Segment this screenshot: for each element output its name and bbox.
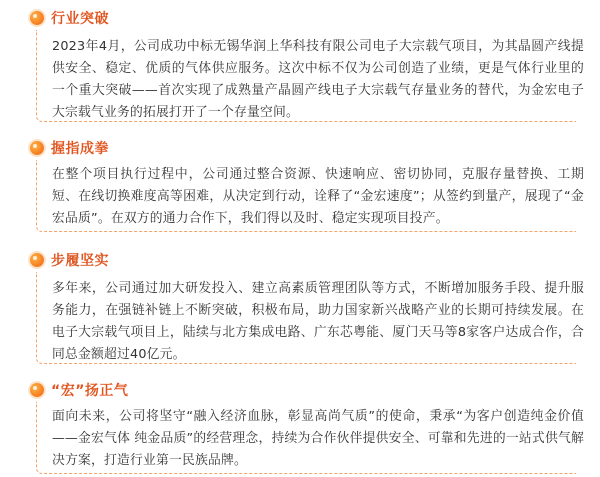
orange-dot-icon <box>30 383 44 397</box>
section-title: 步履坚实 <box>51 253 109 269</box>
orange-dot-icon <box>30 141 44 155</box>
section-body: 多年来，公司通过加大研发投入、建立高素质管理团队等方式，不断增加服务手段、提升服务能力，在强链补链上不断突破，积极布局，助力国家新兴战略产业的长期可持续发展。在电子大宗载气项目上，陆续与北方集成电路、广东芯粤能、厦门天马等8家客户达成合作，合同总金额超过40亿元。 <box>52 281 584 362</box>
section-title: 握指成拳 <box>51 141 109 157</box>
section-title: “宏”扬正气 <box>51 383 129 399</box>
section-steady-steps <box>0 248 600 370</box>
section-heading <box>30 136 109 160</box>
orange-dot-icon <box>30 253 44 267</box>
section-heading <box>30 378 128 402</box>
orange-dot-icon <box>30 11 44 25</box>
section-body: 2023年4月，公司成功中标无锡华润上华科技有限公司电子大宗载气项目，为其晶圆产线提供安全、稳定、优质的气体供应服务。这次中标不仅为公司创造了业绩，更是气体行业里的一个重大突破——首次实现了成熟量产晶圆产线电子大宗载气存量业务的替代，为金宏电子大宗载气业务的拓展打开了一个存量空间。 <box>52 39 584 120</box>
section-title: 行业突破 <box>51 11 109 27</box>
section-join-forces <box>0 136 600 236</box>
section-body: 在整个项目执行过程中，公司通过整合资源、快速响应、密切协同，克服存量替换、工期短、在线切换难度高等困难，从决定到行动，诠释了“金宏速度”；从签约到量产，展现了“金宏品质”。在双方的通力合作下，我们得以及时、稳定实现项目投产。 <box>52 167 584 226</box>
section-industry-breakthrough <box>0 6 600 128</box>
section-heading <box>30 248 109 272</box>
section-promote-integrity <box>0 378 600 477</box>
section-heading <box>30 6 109 30</box>
section-body: 面向未来，公司将坚守“融入经济血脉，彰显高尚气质”的使命，秉承“为客户创造纯金价值——金宏气体 纯金品质”的经营理念，持续为合作伙伴提供安全、可靠和先进的一站式供气解决方案，打造行业第一民族品牌。 <box>52 409 584 468</box>
